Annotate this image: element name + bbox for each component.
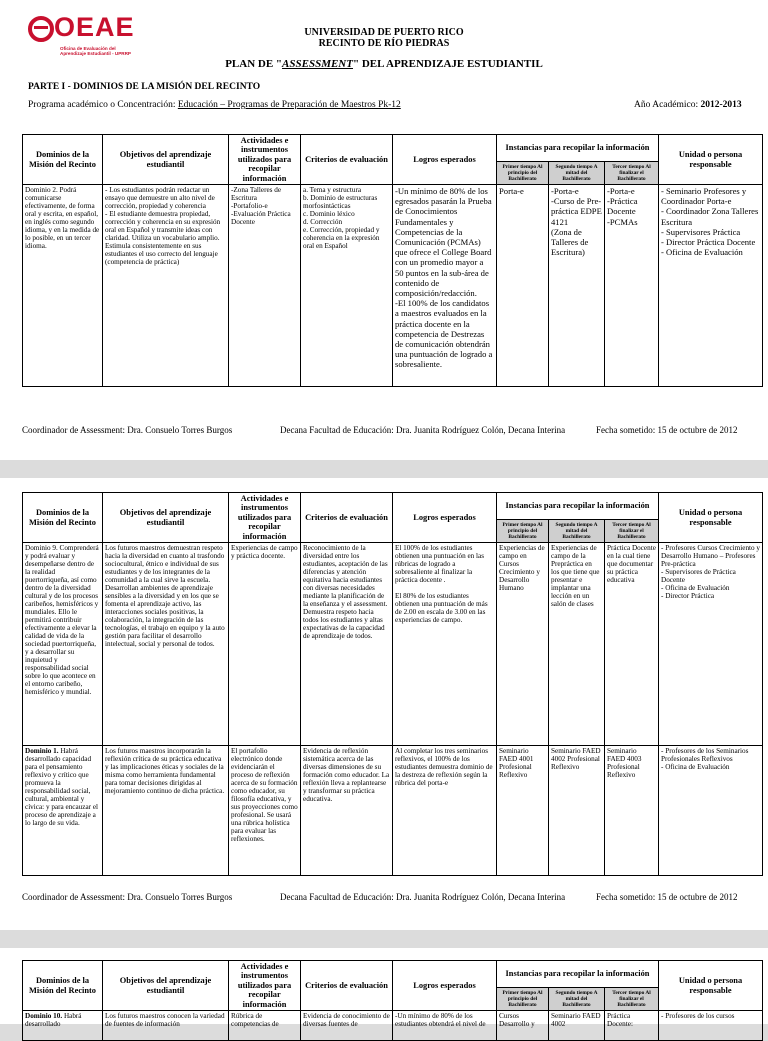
document-page-2	[0, 478, 768, 930]
cell-primer: Seminario FAED 4001 Profesional Reflexivo	[497, 746, 549, 876]
cell-dominio-bold: Dominio 1.	[25, 747, 59, 756]
col-header-logros: Logros esperados	[393, 135, 497, 185]
col-header-segundo: Segundo tiempo A mitad del Bachillerato	[549, 520, 605, 543]
col-header-segundo: Segundo tiempo A mitad del Bachillerato	[549, 162, 605, 185]
cell-unidad: - Profesores Cursos Crecimiento y Desarrollo Humano – Profesores Pre-práctica - Supervisores de Práctica Docente - Oficina de Evaluación - Director Práctica	[659, 543, 763, 746]
cell-logros-1: El 100% de los estudiantes obtienen una puntuación en las rúbricas de logrado a sobresaliente al finalizar la práctica docente .	[395, 544, 485, 585]
cell-actividades: Experiencias de campo y práctica docente.	[229, 543, 301, 746]
plan-title-c: " DEL APRENDIZAJE ESTUDIANTIL	[352, 58, 543, 70]
footer-decana: Decana Facultad de Educación: Dra. Juanita Rodríguez Colón, Decana Interina	[280, 425, 566, 435]
cell-segundo: Seminario FAED 4002	[549, 1011, 605, 1041]
assessment-table-3	[22, 960, 763, 1041]
plan-title	[0, 58, 768, 70]
col-header-primer: Primer tiempo Al principio del Bachillerato	[497, 520, 549, 543]
cell-objetivos-2: Desarrollan ambientes de aprendizaje sensibles a la diversidad y en los que se fomenta el aprendizaje activo, las interacciones sociales positivas, la colaboración, la integración de las tecnologías, el trabajo en equipo y la auto gestión para facilitar el desarrollo intelectual, social y personal de todos.	[105, 584, 225, 649]
cell-primer: Cursos Desarrollo y	[497, 1011, 549, 1041]
col-header-objetivos: Objetivos del aprendizaje estudiantil	[103, 961, 229, 1011]
campus-name: RECINTO DE RÍO PIEDRAS	[318, 38, 450, 49]
footer-coordinador: Coordinador de Assessment: Dra. Consuelo Torres Burgos	[22, 425, 233, 435]
col-header-unidad: Unidad o persona responsable	[659, 135, 763, 185]
col-header-unidad: Unidad o persona responsable	[659, 493, 763, 543]
year-label: Año Académico:	[634, 100, 701, 110]
document-page-3	[0, 948, 768, 1029]
table-row	[23, 543, 763, 746]
table-row	[23, 185, 763, 387]
col-header-dominio: Dominios de la Misión del Recinto	[23, 493, 103, 543]
cell-criterios: Evidencia de reflexión sistemática acerca de las diversas dimensiones de su formación como educador. La reflexión lleva a replantearse y transformar su práctica educativa.	[301, 746, 393, 876]
cell-objetivos	[103, 543, 229, 746]
assessment-table-1	[22, 134, 763, 387]
col-header-actividades: Actividades e instrumentos utilizados para recopilar información	[229, 135, 301, 185]
cell-actividades: Rúbrica de competencias de	[229, 1011, 301, 1041]
cell-criterios: Reconocimiento de la diversidad entre los estudiantes, aceptación de las diferencias y atención equitativa hacia estudiantes con diversas necesidades mediante la planificación de la enseñanza y el assessment. Demuestra respeto hacia todos los estudiantes y altas expectativas de la capacidad de aprendizaje de todos.	[301, 543, 393, 746]
cell-dominio	[23, 746, 103, 876]
col-header-objetivos: Objetivos del aprendizaje estudiantil	[103, 135, 229, 185]
cell-objetivos-1: - Los estudiantes podrán redactar un ensayo que demuestre un alto nivel de corrección, propiedad y coherencia	[105, 186, 215, 211]
cell-logros: -Un mínimo de 80% de los egresados pasarán la Prueba de Conocimientos Fundamentales y Competencias de la Comunicación (PCMAs) que ofrece el College Board con un promedio mayor a 50 puntos en la sub-área de contenido de composición/redacción. -El 100% de los candidatos a maestros evaluados en la práctica docente en la competencia de Destrezas de comunicación obtendrán una puntuación de logrado a sobresaliente.	[393, 185, 497, 387]
table-row	[23, 746, 763, 876]
col-header-primer: Primer tiempo Al principio del Bachillerato	[497, 162, 549, 185]
logo-text: OEAE	[54, 12, 135, 42]
col-header-criterios: Criterios de evaluación	[301, 493, 393, 543]
cell-objetivos	[103, 185, 229, 387]
academic-year	[634, 100, 742, 110]
table-row	[23, 1011, 763, 1041]
assessment-table-2	[22, 492, 763, 876]
year-value: 2012-2013	[700, 100, 742, 110]
cell-criterios: a. Tema y estructura b. Dominio de estructuras morfosintácticas c. Dominio léxico d. Corrección e. Corrección, propiedad y coherencia en la expresión oral en Español	[301, 185, 393, 387]
cell-logros: -Un mínimo de 80% de los estudiantes obtendrá el nivel de	[393, 1011, 497, 1041]
col-header-primer: Primer tiempo Al principio del Bachillerato	[497, 988, 549, 1011]
cell-tercer: Práctica Docente:	[605, 1011, 659, 1041]
cell-dominio-bold: Dominio 10.	[25, 1012, 63, 1021]
col-header-logros: Logros esperados	[393, 961, 497, 1011]
program-line	[28, 100, 401, 110]
cell-unidad: - Seminario Profesores y Coordinador Porta-e - Coordinador Zona Talleres Escritura - Supervisores Práctica - Director Práctica Docente - Oficina de Evaluación	[659, 185, 763, 387]
cell-dominio-text: Habrá desarrollado capacidad para el pensamiento reflexivo y crítico que promueva la responsabilidad social, cultural, ambiental y cívica: y para encauzar el proceso de aprendizaje a lo largo de su vida.	[25, 747, 99, 828]
cell-primer: Porta-e	[497, 185, 549, 387]
cell-dominio: Dominio 2. Podrá comunicarse efectivamente, de forma oral y escrita, en español, en inglés como segundo idioma, y en la medida de lo posible, en un tercer idioma.	[23, 185, 103, 387]
col-header-unidad: Unidad o persona responsable	[659, 961, 763, 1011]
footer-decana: Decana Facultad de Educación: Dra. Juanita Rodríguez Colón, Decana Interina	[280, 892, 566, 902]
col-header-dominio: Dominios de la Misión del Recinto	[23, 961, 103, 1011]
cell-dominio-text: Habrá desarrollado	[25, 1012, 82, 1029]
cell-objetivos: Los futuros maestros incorporarán la reflexión crítica de su práctica educativa y las implicaciones éticas y sociales de la misma como herramienta fundamental para tomar decisiones dirigidas al mejoramiento continuo de dicha práctica.	[103, 746, 229, 876]
col-header-instancias: Instancias para recopilar la información	[497, 493, 659, 520]
cell-dominio	[23, 1011, 103, 1041]
footer-fecha: Fecha sometido: 15 de octubre de 2012	[596, 425, 738, 435]
cell-primer: Experiencias de campo en Cursos Crecimiento y Desarrollo Humano	[497, 543, 549, 746]
cell-segundo: Experiencias de campo de la Prepráctica en los que tiene que presentar e implantar una lección en un salón de clases	[549, 543, 605, 746]
university-name: UNIVERSIDAD DE PUERTO RICO	[304, 27, 464, 38]
col-header-objetivos: Objetivos del aprendizaje estudiantil	[103, 493, 229, 543]
col-header-actividades: Actividades e instrumentos utilizados para recopilar información	[229, 493, 301, 543]
cell-objetivos: Los futuros maestros conocen la variedad de fuentes de información	[103, 1011, 229, 1041]
plan-title-b: ASSESSMENT	[282, 58, 353, 70]
cell-objetivos-1: Los futuros maestros demuestran respeto hacia la diversidad en cuanto al trasfondo sociocultural, étnico e individual de sus estudiantes y de los integrantes de la comunidad a la cual sirve la escuela.	[105, 544, 225, 585]
cell-logros: Al completar los tres seminarios reflexivos, el 100% de los estudiantes demuestra dominio de la destreza de reflexión según la rúbrica del porta-e	[393, 746, 497, 876]
col-header-segundo: Segundo tiempo A mitad del Bachillerato	[549, 988, 605, 1011]
cell-unidad: - Profesores de los Seminarios Profesionales Reflexivos - Oficina de Evaluación	[659, 746, 763, 876]
footer-fecha: Fecha sometido: 15 de octubre de 2012	[596, 892, 738, 902]
cell-dominio: Dominio 9. Comprenderá y podrá evaluar y desempeñarse dentro de la realidad puertorriqueña, así como dentro de la diversidad cultural y de los procesos caribeños, hemisféricos y mundiales. Ello le permitirá contribuir efectivamente a elevar la calidad de vida de la sociedad puertorriqueña, y a desarrollar su inquietud y responsabilidad social sobre lo que acontece en el entorno caribeño, hemisférico y mundial.	[23, 543, 103, 746]
cell-actividades: El portafolio electrónico donde evidenciarán el proceso de reflexión acerca de su formación como educador, su filosofía educativa, y sus proyecciones como profesional. Se usará una rúbrica holística para evaluar las reflexiones.	[229, 746, 301, 876]
col-header-criterios: Criterios de evaluación	[301, 135, 393, 185]
col-header-tercer: Tercer tiempo Al finalizar el Bachillerato	[605, 988, 659, 1011]
col-header-actividades: Actividades e instrumentos utilizados para recopilar información	[229, 961, 301, 1011]
plan-title-a: PLAN DE "	[225, 58, 283, 70]
cell-unidad: - Profesores de los cursos	[659, 1011, 763, 1041]
cell-segundo: -Porta-e -Curso de Pre-práctica EDPE 4121 (Zona de Talleres de Escritura)	[549, 185, 605, 387]
section-heading: PARTE I - DOMINIOS DE LA MISIÓN DEL RECINTO	[28, 82, 261, 92]
cell-objetivos-2: - El estudiante demuestra propiedad, corrección y coherencia en su expresión oral en Español y transmite ideas con claridad. Utiliza un vocabulario amplio. Estimula consistentemente en sus estudiantes el uso correcto del lenguaje (competencia de práctica)	[105, 210, 221, 267]
cell-tercer: Práctica Docente en la cual tiene que documentar su práctica educativa	[605, 543, 659, 746]
document-page-1	[0, 0, 768, 460]
col-header-dominio: Dominios de la Misión del Recinto	[23, 135, 103, 185]
cell-criterios: Evidencia de conocimiento de diversas fuentes de	[301, 1011, 393, 1041]
cell-logros	[393, 543, 497, 746]
col-header-logros: Logros esperados	[393, 493, 497, 543]
cell-tercer: -Porta-e -Práctica Docente -PCMAs	[605, 185, 659, 387]
col-header-tercer: Tercer tiempo Al finalizar el Bachillerato	[605, 520, 659, 543]
col-header-instancias: Instancias para recopilar la información	[497, 961, 659, 988]
cell-actividades: -Zona Talleres de Escritura -Portafolio-e -Evaluación Práctica Docente	[229, 185, 301, 387]
logo-subtitle: Oficina de Evaluación del Aprendizaje Estudiantil - UPRRP	[60, 46, 131, 57]
cell-segundo: Seminario FAED 4002 Profesional Reflexivo	[549, 746, 605, 876]
col-header-instancias: Instancias para recopilar la información	[497, 135, 659, 162]
col-header-criterios: Criterios de evaluación	[301, 961, 393, 1011]
program-label: Programa académico o Concentración:	[28, 100, 178, 110]
cell-tercer: Seminario FAED 4003 Profesional Reflexivo	[605, 746, 659, 876]
program-value: Educación – Programas de Preparación de Maestros Pk-12	[177, 100, 401, 110]
cell-logros-2: El 80% de los estudiantes obtienen una puntuación de más de 2.00 en escala de 3.00 en las experiencias de campo.	[395, 592, 488, 625]
footer-coordinador: Coordinador de Assessment: Dra. Consuelo Torres Burgos	[22, 892, 233, 902]
col-header-tercer: Tercer tiempo Al finalizar el Bachillerato	[605, 162, 659, 185]
